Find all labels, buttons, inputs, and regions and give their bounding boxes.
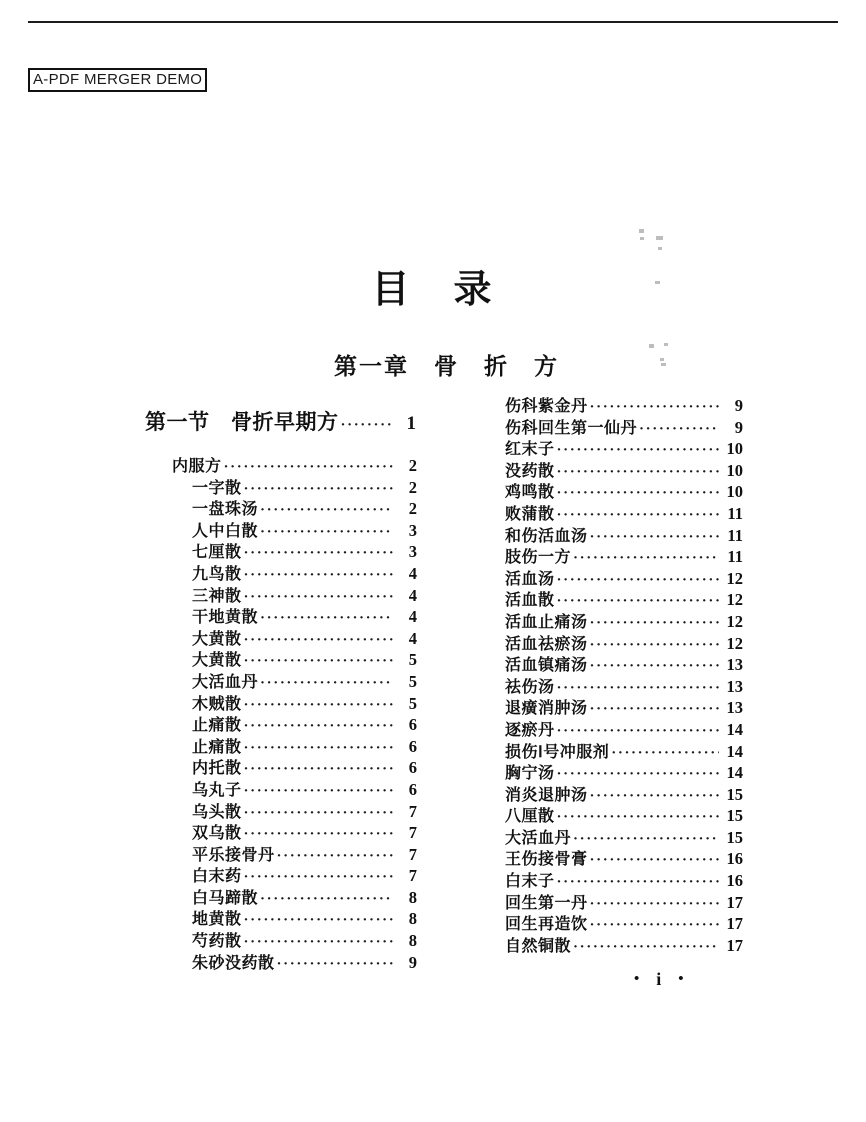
scan-noise-speck xyxy=(655,281,660,284)
entry-label: 一盘珠汤 xyxy=(192,501,259,519)
entry-label: 干地黄散 xyxy=(192,609,259,627)
dot-leader xyxy=(244,868,393,886)
dot-leader xyxy=(244,696,393,714)
dot-leader xyxy=(244,739,393,757)
toc-entry xyxy=(145,691,417,713)
dot-leader xyxy=(573,830,719,848)
entry-page-number: 7 xyxy=(408,866,417,886)
entry-page-number: 3 xyxy=(408,542,417,562)
toc-entry xyxy=(505,674,743,696)
entry-label: 乌头散 xyxy=(192,803,242,821)
dot-leader xyxy=(260,609,393,627)
toc-entry xyxy=(505,436,743,458)
entry-page-number: 6 xyxy=(408,715,417,735)
entry-page-number: 13 xyxy=(726,655,743,675)
entry-label: 伤科紫金丹 xyxy=(505,398,588,415)
dot-leader xyxy=(244,566,393,584)
toc-entry xyxy=(505,717,743,739)
entry-label: 回生再造饮 xyxy=(505,916,588,934)
dot-leader xyxy=(557,484,719,502)
entry-label: 九鸟散 xyxy=(192,565,242,583)
entry-label: 朱砂没药散 xyxy=(192,954,275,972)
dot-leader xyxy=(573,938,719,956)
entry-label: 内托散 xyxy=(192,760,242,778)
entry-page-number: 13 xyxy=(726,698,743,718)
top-rule-divider xyxy=(28,21,838,23)
toc-entry xyxy=(505,739,743,761)
toc-entry xyxy=(145,799,417,821)
dot-leader xyxy=(557,873,719,891)
toc-entry xyxy=(145,734,417,756)
toc-entry xyxy=(505,415,743,437)
toc-entry xyxy=(145,539,417,561)
toc-entry xyxy=(505,458,743,480)
entry-page-number: 17 xyxy=(726,914,743,934)
entry-page-number: 16 xyxy=(726,849,743,869)
dot-leader xyxy=(557,765,719,783)
entry-page-number: 5 xyxy=(408,693,417,713)
toc-entry xyxy=(145,518,417,540)
folio-left-dot: • xyxy=(634,971,640,987)
scan-noise-speck xyxy=(661,363,666,366)
entry-page-number: 13 xyxy=(726,676,743,696)
entry-page-number: 4 xyxy=(408,628,417,648)
dot-leader xyxy=(557,441,719,459)
toc-entry xyxy=(505,782,743,804)
entry-label: 白末子 xyxy=(505,873,555,891)
entry-page-number: 8 xyxy=(408,931,417,951)
entry-label: 活血祛瘀汤 xyxy=(505,635,588,653)
entry-label: 自然铜散 xyxy=(505,937,572,955)
entry-page-number: 14 xyxy=(726,719,743,739)
folio-right-dot: • xyxy=(678,971,684,987)
dot-leader xyxy=(557,808,719,826)
entry-label: 活血汤 xyxy=(505,570,555,588)
toc-entry xyxy=(505,890,743,912)
toc-entry xyxy=(145,604,417,626)
entry-page-number: 12 xyxy=(726,633,743,653)
entry-page-number: 2 xyxy=(408,477,417,497)
entry-label: 芍药散 xyxy=(192,933,242,951)
dot-leader xyxy=(557,506,719,524)
toc-entry xyxy=(505,501,743,523)
dot-leader xyxy=(244,717,393,735)
dot-leader xyxy=(590,657,719,675)
chapter-heading: 第一章 骨 折 方 xyxy=(334,354,559,379)
dot-leader xyxy=(590,636,719,654)
entry-page-number: 17 xyxy=(726,935,743,955)
toc-entry xyxy=(145,496,417,518)
toc-entry xyxy=(145,777,417,799)
entry-page-number: 3 xyxy=(408,520,417,540)
toc-entry xyxy=(505,393,743,415)
entry-page-number: 8 xyxy=(408,887,417,907)
dot-leader xyxy=(557,722,719,740)
dot-leader xyxy=(244,933,393,951)
toc-entry xyxy=(505,695,743,717)
entry-page-number: 7 xyxy=(408,823,417,843)
toc-entry xyxy=(145,842,417,864)
entry-label: 活血散 xyxy=(505,592,555,610)
scan-noise-speck xyxy=(664,343,668,346)
toc-entry xyxy=(505,609,743,631)
toc-right-entries xyxy=(505,393,743,954)
scan-noise-speck xyxy=(640,237,644,240)
dot-leader xyxy=(639,420,719,438)
entry-label: 损伤Ⅰ号冲服剂 xyxy=(505,743,610,761)
dot-leader xyxy=(260,890,393,908)
toc-entry xyxy=(145,885,417,907)
scan-noise-speck xyxy=(649,344,654,348)
dot-leader xyxy=(590,614,719,632)
entry-page-number: 9 xyxy=(734,417,743,437)
entry-page-number: 14 xyxy=(726,741,743,761)
toc-entry xyxy=(145,583,417,605)
entry-label: 双乌散 xyxy=(192,825,242,843)
entry-label: 白马蹄散 xyxy=(192,889,259,907)
toc-entry xyxy=(505,933,743,955)
entry-label: 肢伤一方 xyxy=(505,549,572,567)
entry-page-number: 10 xyxy=(726,482,743,502)
dot-leader xyxy=(557,679,719,697)
dot-leader xyxy=(244,911,393,929)
dot-leader xyxy=(590,528,719,546)
toc-left-column xyxy=(145,406,417,971)
entry-page-number: 14 xyxy=(726,763,743,783)
entry-label: 没药散 xyxy=(505,462,555,480)
toc-entry xyxy=(145,669,417,691)
entry-label: 木贼散 xyxy=(192,695,242,713)
dot-leader xyxy=(260,523,393,541)
toc-entry xyxy=(145,453,417,475)
entry-label: 大活血丹 xyxy=(505,829,572,847)
dot-leader xyxy=(590,398,719,416)
toc-entry xyxy=(505,846,743,868)
entry-page-number: 7 xyxy=(408,801,417,821)
dot-leader xyxy=(277,847,393,865)
entry-label: 红末子 xyxy=(505,441,555,459)
dot-leader xyxy=(244,804,393,822)
entry-page-number: 11 xyxy=(727,503,743,523)
dot-leader xyxy=(244,544,393,562)
toc-entry xyxy=(505,479,743,501)
dot-leader xyxy=(590,851,719,869)
dot-leader xyxy=(590,916,719,934)
dot-leader xyxy=(244,631,393,649)
entry-label: 七厘散 xyxy=(192,544,242,562)
entry-label: 地黄散 xyxy=(192,911,242,929)
entry-label: 大黄散 xyxy=(192,630,242,648)
toc-entry xyxy=(505,523,743,545)
entry-label: 退癀消肿汤 xyxy=(505,700,588,718)
toc-entry xyxy=(145,561,417,583)
entry-page-number: 9 xyxy=(734,396,743,415)
folio-number: i xyxy=(656,969,662,989)
dot-leader xyxy=(557,592,719,610)
entry-label: 八厘散 xyxy=(505,808,555,826)
entry-page-number: 12 xyxy=(726,568,743,588)
toc-entry xyxy=(505,566,743,588)
dot-leader xyxy=(244,480,393,498)
entry-label: 败蒲散 xyxy=(505,505,555,523)
entry-page-number: 4 xyxy=(408,585,417,605)
entry-label: 内服方 xyxy=(172,458,222,475)
entry-page-number: 5 xyxy=(408,671,417,691)
entry-label: 人中白散 xyxy=(192,522,259,540)
toc-entry xyxy=(145,647,417,669)
toc-right-column xyxy=(505,393,743,954)
dot-leader xyxy=(590,787,719,805)
entry-page-number: 17 xyxy=(726,892,743,912)
entry-label: 消炎退肿汤 xyxy=(505,786,588,804)
entry-label: 三神散 xyxy=(192,587,242,605)
entry-page-number: 4 xyxy=(408,563,417,583)
dot-leader xyxy=(557,571,719,589)
dot-leader xyxy=(573,549,719,567)
dot-leader xyxy=(611,744,719,762)
entry-label: 逐瘀丹 xyxy=(505,721,555,739)
page-folio xyxy=(634,969,684,990)
entry-label: 鸡鸣散 xyxy=(505,484,555,502)
entry-page-number: 15 xyxy=(726,784,743,804)
toc-entry xyxy=(505,544,743,566)
entry-label: 回生第一丹 xyxy=(505,894,588,912)
entry-page-number: 6 xyxy=(408,758,417,778)
entry-page-number: 6 xyxy=(408,736,417,756)
scan-noise-speck xyxy=(658,247,662,250)
dot-leader xyxy=(260,674,393,692)
entry-page-number: 9 xyxy=(408,952,417,972)
entry-page-number: 2 xyxy=(408,499,417,519)
entry-label: 白末药 xyxy=(192,868,242,886)
entry-page-number: 15 xyxy=(726,827,743,847)
dot-leader xyxy=(244,760,393,778)
toc-entry xyxy=(145,755,417,777)
dot-leader xyxy=(590,700,719,718)
entry-page-number: 7 xyxy=(408,844,417,864)
entry-page-number: 8 xyxy=(408,909,417,929)
toc-entry xyxy=(145,626,417,648)
toc-entry xyxy=(505,825,743,847)
entry-label: 一字散 xyxy=(192,479,242,497)
page-title: 目 录 xyxy=(371,269,495,311)
section-label: 第一节 骨折早期方 xyxy=(145,410,339,434)
entry-page-number: 15 xyxy=(726,806,743,826)
dot-leader xyxy=(244,652,393,670)
toc-left-entries xyxy=(145,453,417,971)
scan-noise-speck xyxy=(656,236,663,240)
entry-label: 王伤接骨膏 xyxy=(505,851,588,869)
toc-entry xyxy=(145,950,417,972)
entry-page-number: 10 xyxy=(726,439,743,459)
entry-label: 乌丸子 xyxy=(192,781,242,799)
entry-label: 活血止痛汤 xyxy=(505,613,588,631)
pdf-merger-watermark: A-PDF MERGER DEMO xyxy=(28,68,207,92)
entry-label: 止痛散 xyxy=(192,738,242,756)
dot-leader xyxy=(277,955,393,973)
scan-noise-speck xyxy=(660,358,664,361)
dot-leader xyxy=(244,588,393,606)
toc-section-heading xyxy=(145,406,417,436)
dot-leader xyxy=(224,458,393,476)
toc-entry xyxy=(145,863,417,885)
entry-label: 祛伤汤 xyxy=(505,678,555,696)
entry-page-number: 12 xyxy=(726,611,743,631)
scan-noise-speck xyxy=(639,229,644,233)
entry-label: 止痛散 xyxy=(192,717,242,735)
entry-page-number: 11 xyxy=(727,525,743,545)
dot-leader xyxy=(557,463,719,481)
entry-label: 和伤活血汤 xyxy=(505,527,588,545)
entry-label: 大活血丹 xyxy=(192,673,259,691)
toc-entry xyxy=(505,868,743,890)
entry-label: 大黄散 xyxy=(192,652,242,670)
entry-page-number: 2 xyxy=(408,456,417,475)
section-page-number: 1 xyxy=(406,413,417,434)
toc-entry xyxy=(145,475,417,497)
toc-entry xyxy=(145,712,417,734)
toc-entry xyxy=(505,631,743,653)
dot-leader xyxy=(244,782,393,800)
dot-leader xyxy=(260,501,393,519)
entry-page-number: 5 xyxy=(408,650,417,670)
dot-leader xyxy=(590,895,719,913)
entry-label: 活血镇痛汤 xyxy=(505,657,588,675)
entry-label: 胸宁汤 xyxy=(505,765,555,783)
toc-entry xyxy=(505,587,743,609)
toc-entry xyxy=(505,760,743,782)
toc-entry xyxy=(145,820,417,842)
toc-entry xyxy=(505,652,743,674)
toc-entry xyxy=(505,803,743,825)
entry-page-number: 6 xyxy=(408,779,417,799)
entry-page-number: 4 xyxy=(408,607,417,627)
entry-page-number: 10 xyxy=(726,460,743,480)
toc-entry xyxy=(505,911,743,933)
entry-page-number: 12 xyxy=(726,590,743,610)
toc-entry xyxy=(145,928,417,950)
toc-entry xyxy=(145,906,417,928)
dot-leader xyxy=(244,825,393,843)
entry-page-number: 11 xyxy=(727,547,743,567)
entry-label: 伤科回生第一仙丹 xyxy=(505,419,638,437)
entry-page-number: 16 xyxy=(726,871,743,891)
entry-label: 平乐接骨丹 xyxy=(192,846,275,864)
dot-leader xyxy=(341,410,394,435)
